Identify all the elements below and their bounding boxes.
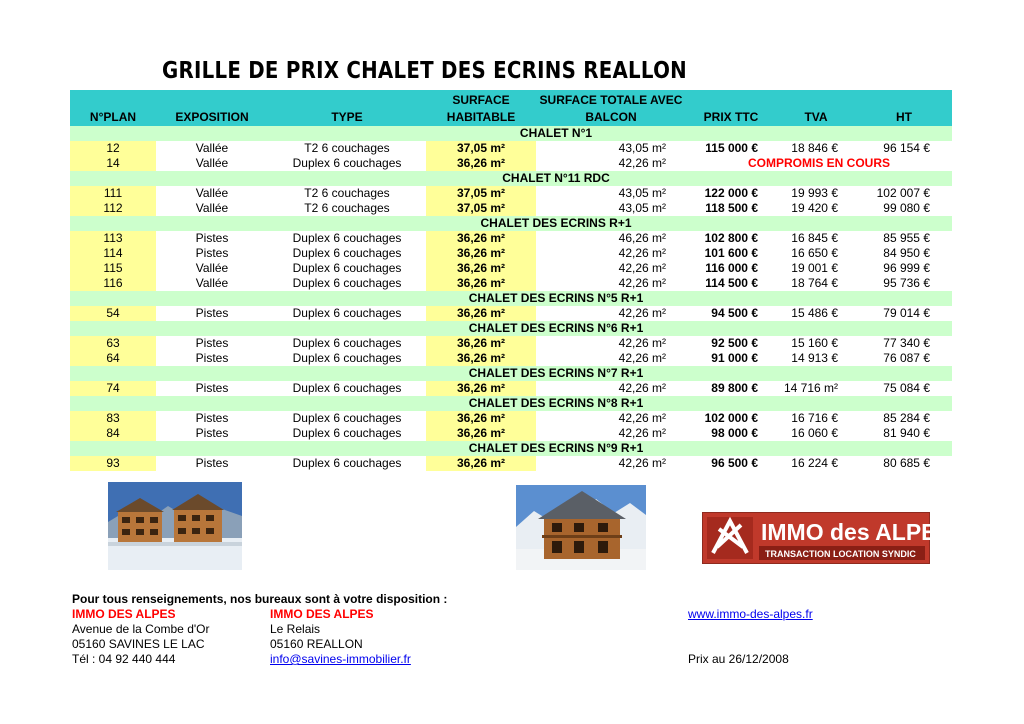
cell-prix: 94 500 € bbox=[686, 306, 776, 321]
chalet-photo bbox=[516, 485, 646, 570]
cell-surface: 36,26 m² bbox=[426, 411, 536, 426]
cell-prix: 118 500 € bbox=[686, 201, 776, 216]
logo-tagline: TRANSACTION LOCATION SYNDIC bbox=[765, 549, 916, 559]
cell-plan: 54 bbox=[70, 306, 156, 321]
cell-prix: 102 000 € bbox=[686, 411, 776, 426]
cell-tva: 16 060 € bbox=[776, 426, 856, 441]
table-row bbox=[70, 411, 952, 426]
cell-surface: 36,26 m² bbox=[426, 156, 536, 171]
chalet-photo-image bbox=[516, 485, 646, 570]
cell-surface: 37,05 m² bbox=[426, 186, 536, 201]
cell-ht: 102 007 € bbox=[856, 186, 952, 201]
cell-exposition: Vallée bbox=[156, 276, 268, 291]
cell-tva: 16 224 € bbox=[776, 456, 856, 471]
table-row bbox=[70, 336, 952, 351]
cell-surface: 36,26 m² bbox=[426, 336, 536, 351]
cell-balcon: 42,26 m² bbox=[536, 261, 686, 276]
cell-tva: 19 420 € bbox=[776, 201, 856, 216]
header-ht: HT bbox=[856, 109, 952, 126]
cell-tva: 16 716 € bbox=[776, 411, 856, 426]
logo-brand: IMMO des ALPES bbox=[761, 519, 952, 545]
cell-ht: 81 940 € bbox=[856, 426, 952, 441]
table-row bbox=[70, 186, 952, 201]
cell-tva: 15 486 € bbox=[776, 306, 856, 321]
header-balcon-top: SURFACE TOTALE AVEC bbox=[536, 90, 686, 109]
section-label: CHALET DES ECRINS N°8 R+1 bbox=[426, 396, 686, 411]
cell-prix: 91 000 € bbox=[686, 351, 776, 366]
cell-plan: 12 bbox=[70, 141, 156, 156]
cell-tva: 18 764 € bbox=[776, 276, 856, 291]
cell-tva: 16 650 € bbox=[776, 246, 856, 261]
cell-prix: 101 600 € bbox=[686, 246, 776, 261]
cell-plan: 112 bbox=[70, 201, 156, 216]
cell-balcon: 42,26 m² bbox=[536, 351, 686, 366]
header-prix: PRIX TTC bbox=[686, 109, 776, 126]
cell-ht: 80 685 € bbox=[856, 456, 952, 471]
section-row bbox=[70, 171, 952, 186]
cell-ht: 85 955 € bbox=[856, 231, 952, 246]
cell-type: Duplex 6 couchages bbox=[268, 156, 426, 171]
cell-ht: 84 950 € bbox=[856, 246, 952, 261]
cell-ht: 85 284 € bbox=[856, 411, 952, 426]
cell-type: Duplex 6 couchages bbox=[268, 456, 426, 471]
cell-exposition: Vallée bbox=[156, 261, 268, 276]
header-balcon-bottom: BALCON bbox=[536, 109, 686, 126]
cell-prix: 89 800 € bbox=[686, 381, 776, 396]
table-row bbox=[70, 231, 952, 246]
office1-address: Avenue de la Combe d'Or bbox=[72, 622, 210, 636]
cell-plan: 111 bbox=[70, 186, 156, 201]
footer-intro: Pour tous renseignements, nos bureaux sont à votre disposition : bbox=[72, 592, 448, 606]
cell-exposition: Vallée bbox=[156, 141, 268, 156]
cell-ht: 77 340 € bbox=[856, 336, 952, 351]
cell-tva: 14 716 m² bbox=[776, 381, 856, 396]
cell-type: Duplex 6 couchages bbox=[268, 351, 426, 366]
table-row bbox=[70, 306, 952, 321]
cell-ht: 76 087 € bbox=[856, 351, 952, 366]
cell-type: Duplex 6 couchages bbox=[268, 381, 426, 396]
cell-type: Duplex 6 couchages bbox=[268, 246, 426, 261]
cell-ht: 96 154 € bbox=[856, 141, 952, 156]
cell-balcon: 42,26 m² bbox=[536, 246, 686, 261]
cell-ht: 79 014 € bbox=[856, 306, 952, 321]
table-row bbox=[70, 156, 952, 171]
cell-surface: 36,26 m² bbox=[426, 261, 536, 276]
cell-balcon: 43,05 m² bbox=[536, 201, 686, 216]
cell-exposition: Pistes bbox=[156, 381, 268, 396]
cell-balcon: 42,26 m² bbox=[536, 156, 686, 171]
header-exposition: EXPOSITION bbox=[156, 109, 268, 126]
cell-plan: 14 bbox=[70, 156, 156, 171]
header-surface-top: SURFACE bbox=[426, 90, 536, 109]
cell-balcon: 42,26 m² bbox=[536, 426, 686, 441]
office2-email-link[interactable]: info@savines-immobilier.fr bbox=[270, 652, 411, 666]
cell-prix: 122 000 € bbox=[686, 186, 776, 201]
office2-name: IMMO DES ALPES bbox=[270, 607, 374, 621]
page-title: GRILLE DE PRIX CHALET DES ECRINS REALLON bbox=[162, 58, 687, 84]
cell-tva: 19 993 € bbox=[776, 186, 856, 201]
immo-des-alpes-logo bbox=[702, 512, 952, 564]
cell-plan: 115 bbox=[70, 261, 156, 276]
table-row bbox=[70, 201, 952, 216]
cell-type: Duplex 6 couchages bbox=[268, 411, 426, 426]
header-type: TYPE bbox=[268, 109, 426, 126]
section-row bbox=[70, 321, 952, 336]
cell-prix: 114 500 € bbox=[686, 276, 776, 291]
logo-image bbox=[703, 513, 952, 563]
table-row bbox=[70, 456, 952, 471]
status-badge: COMPROMIS EN COURS bbox=[686, 156, 952, 171]
cell-type: Duplex 6 couchages bbox=[268, 336, 426, 351]
cell-exposition: Pistes bbox=[156, 336, 268, 351]
cell-exposition: Pistes bbox=[156, 246, 268, 261]
cell-exposition: Vallée bbox=[156, 156, 268, 171]
table-row bbox=[70, 276, 952, 291]
cell-type: Duplex 6 couchages bbox=[268, 231, 426, 246]
cell-balcon: 43,05 m² bbox=[536, 141, 686, 156]
cell-prix: 98 000 € bbox=[686, 426, 776, 441]
cell-exposition: Pistes bbox=[156, 351, 268, 366]
header-plan: N°PLAN bbox=[70, 109, 156, 126]
section-row bbox=[70, 396, 952, 411]
cell-type: T2 6 couchages bbox=[268, 201, 426, 216]
cell-type: Duplex 6 couchages bbox=[268, 426, 426, 441]
cell-exposition: Pistes bbox=[156, 411, 268, 426]
cell-ht: 95 736 € bbox=[856, 276, 952, 291]
cell-exposition: Pistes bbox=[156, 306, 268, 321]
cell-prix: 102 800 € bbox=[686, 231, 776, 246]
section-label: CHALET N°11 RDC bbox=[426, 171, 686, 186]
cell-balcon: 42,26 m² bbox=[536, 336, 686, 351]
section-row bbox=[70, 216, 952, 231]
section-label: CHALET DES ECRINS N°9 R+1 bbox=[426, 441, 686, 456]
cell-surface: 37,05 m² bbox=[426, 141, 536, 156]
section-label: CHALET N°1 bbox=[426, 126, 686, 141]
chalets-photo bbox=[108, 482, 242, 570]
office1-city: 05160 SAVINES LE LAC bbox=[72, 637, 205, 651]
cell-surface: 36,26 m² bbox=[426, 276, 536, 291]
section-label: CHALET DES ECRINS N°5 R+1 bbox=[426, 291, 686, 306]
table-row bbox=[70, 261, 952, 276]
cell-surface: 36,26 m² bbox=[426, 426, 536, 441]
cell-surface: 36,26 m² bbox=[426, 306, 536, 321]
cell-exposition: Pistes bbox=[156, 426, 268, 441]
cell-balcon: 43,05 m² bbox=[536, 186, 686, 201]
cell-prix: 92 500 € bbox=[686, 336, 776, 351]
header-surface-bottom: HABITABLE bbox=[426, 109, 536, 126]
cell-tva: 15 160 € bbox=[776, 336, 856, 351]
section-row bbox=[70, 291, 952, 306]
chalets-photo-image bbox=[108, 482, 242, 570]
cell-exposition: Vallée bbox=[156, 186, 268, 201]
cell-ht: 75 084 € bbox=[856, 381, 952, 396]
cell-surface: 36,26 m² bbox=[426, 381, 536, 396]
cell-surface: 36,26 m² bbox=[426, 231, 536, 246]
cell-surface: 36,26 m² bbox=[426, 351, 536, 366]
cell-type: Duplex 6 couchages bbox=[268, 261, 426, 276]
cell-exposition: Pistes bbox=[156, 231, 268, 246]
header-row-bottom bbox=[70, 109, 952, 126]
cell-prix: 96 500 € bbox=[686, 456, 776, 471]
cell-balcon: 42,26 m² bbox=[536, 456, 686, 471]
cell-plan: 64 bbox=[70, 351, 156, 366]
cell-plan: 114 bbox=[70, 246, 156, 261]
cell-plan: 113 bbox=[70, 231, 156, 246]
cell-balcon: 46,26 m² bbox=[536, 231, 686, 246]
section-label: CHALET DES ECRINS N°7 R+1 bbox=[426, 366, 686, 381]
section-label: CHALET DES ECRINS R+1 bbox=[426, 216, 686, 231]
cell-balcon: 42,26 m² bbox=[536, 411, 686, 426]
cell-plan: 84 bbox=[70, 426, 156, 441]
cell-type: T2 6 couchages bbox=[268, 186, 426, 201]
cell-balcon: 42,26 m² bbox=[536, 381, 686, 396]
header-tva: TVA bbox=[776, 109, 856, 126]
cell-surface: 37,05 m² bbox=[426, 201, 536, 216]
website-link[interactable]: www.immo-des-alpes.fr bbox=[688, 607, 813, 621]
table-row bbox=[70, 141, 952, 156]
price-table bbox=[70, 90, 952, 471]
table-row bbox=[70, 246, 952, 261]
cell-plan: 74 bbox=[70, 381, 156, 396]
cell-type: Duplex 6 couchages bbox=[268, 306, 426, 321]
cell-ht: 96 999 € bbox=[856, 261, 952, 276]
cell-exposition: Vallée bbox=[156, 201, 268, 216]
section-row bbox=[70, 126, 952, 141]
section-label: CHALET DES ECRINS N°6 R+1 bbox=[426, 321, 686, 336]
cell-prix: 115 000 € bbox=[686, 141, 776, 156]
office2-city: 05160 REALLON bbox=[270, 637, 363, 651]
section-row bbox=[70, 441, 952, 456]
cell-ht: 99 080 € bbox=[856, 201, 952, 216]
cell-balcon: 42,26 m² bbox=[536, 306, 686, 321]
cell-tva: 14 913 € bbox=[776, 351, 856, 366]
cell-tva: 19 001 € bbox=[776, 261, 856, 276]
cell-surface: 36,26 m² bbox=[426, 246, 536, 261]
table-row bbox=[70, 426, 952, 441]
cell-exposition: Pistes bbox=[156, 456, 268, 471]
table-row bbox=[70, 351, 952, 366]
cell-type: Duplex 6 couchages bbox=[268, 276, 426, 291]
section-row bbox=[70, 366, 952, 381]
price-date: Prix au 26/12/2008 bbox=[688, 652, 789, 666]
cell-surface: 36,26 m² bbox=[426, 456, 536, 471]
office1-phone: Tél : 04 92 440 444 bbox=[72, 652, 176, 666]
cell-tva: 16 845 € bbox=[776, 231, 856, 246]
cell-tva: 18 846 € bbox=[776, 141, 856, 156]
cell-plan: 63 bbox=[70, 336, 156, 351]
table-row bbox=[70, 381, 952, 396]
cell-type: T2 6 couchages bbox=[268, 141, 426, 156]
cell-prix: 116 000 € bbox=[686, 261, 776, 276]
cell-plan: 93 bbox=[70, 456, 156, 471]
cell-balcon: 42,26 m² bbox=[536, 276, 686, 291]
office2-address: Le Relais bbox=[270, 622, 321, 636]
office1-name: IMMO DES ALPES bbox=[72, 607, 176, 621]
cell-plan: 116 bbox=[70, 276, 156, 291]
cell-plan: 83 bbox=[70, 411, 156, 426]
header-row-top bbox=[70, 90, 952, 109]
